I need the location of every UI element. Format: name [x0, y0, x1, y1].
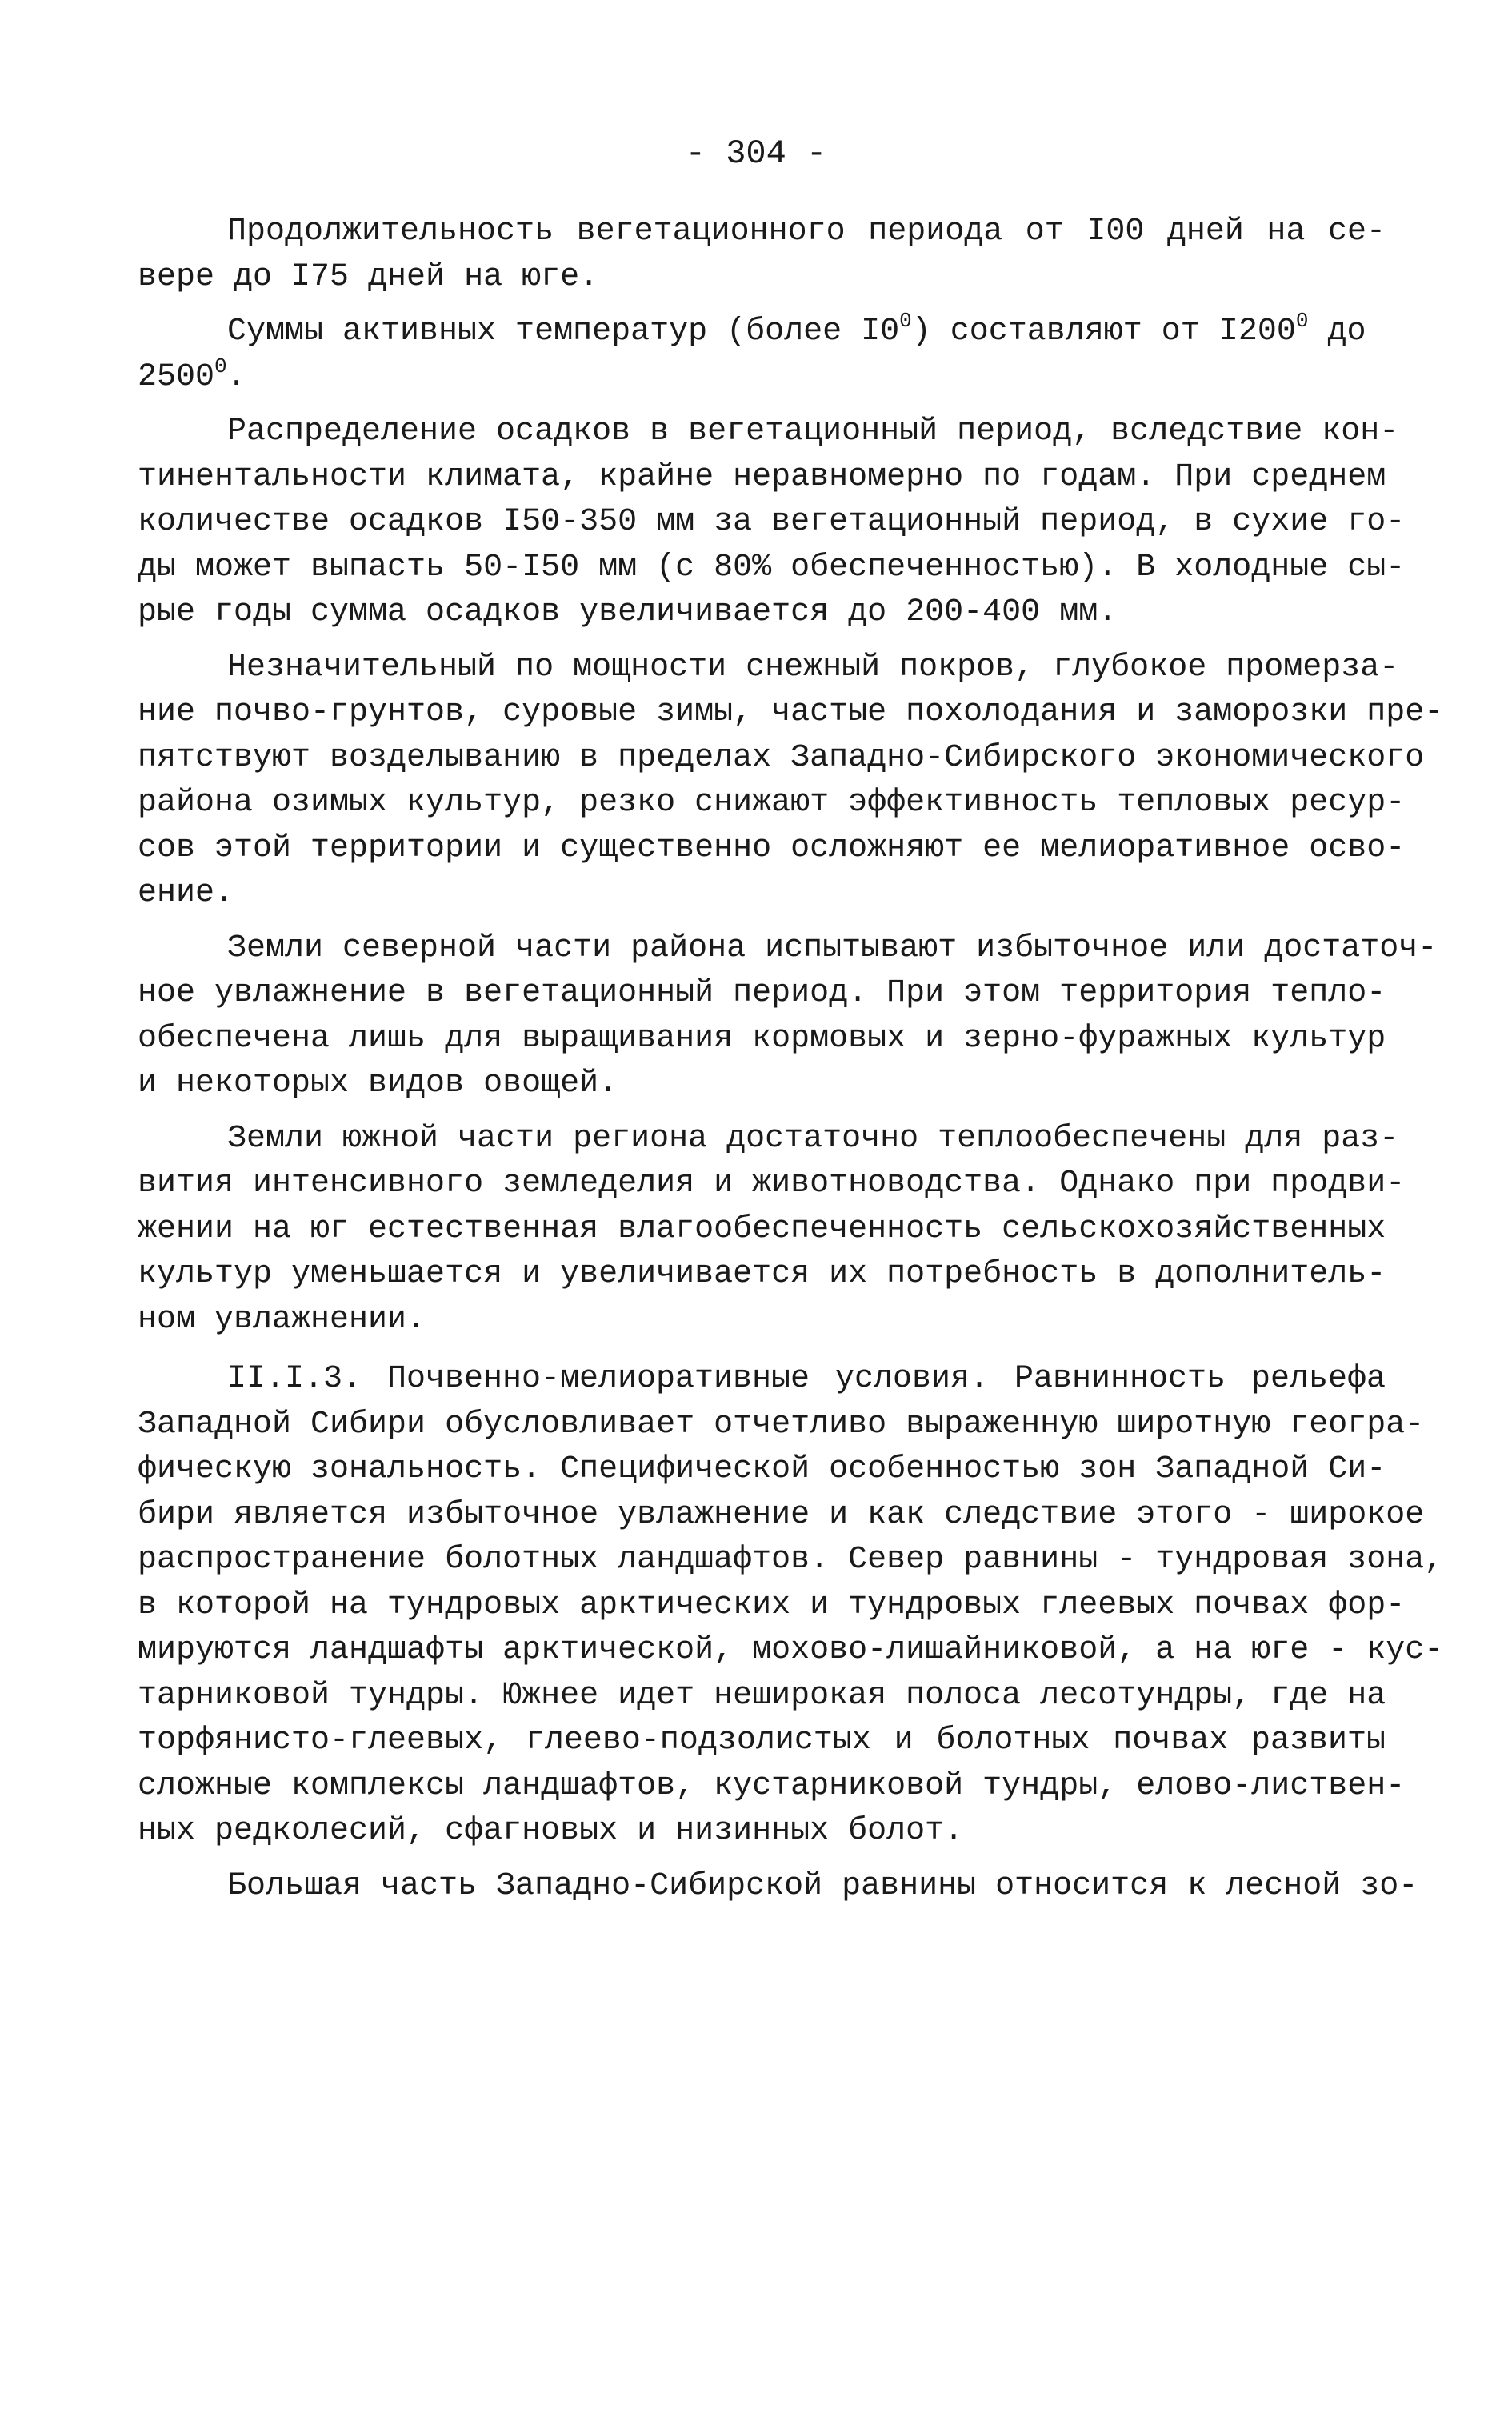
text-line: Распределение осадков в вегетационный период, вследствие кон- — [227, 414, 1399, 450]
text-line: пятствуют возделыванию в пределах Западно-Сибирского экономического — [138, 739, 1425, 776]
text-line: распространение болотных ландшафтов. Север равнины - тундровая зона, — [138, 1542, 1444, 1578]
text-line: сов этой территории и существенно осложняют ее мелиоративное осво- — [138, 830, 1406, 866]
text-line: Суммы активных температур (более $I0^0$) составляют от $I200^0$ до — [227, 309, 1366, 350]
text-line: количестве осадков I50-350 мм за вегетационный период, в сухие го- — [138, 504, 1406, 540]
text-line: ение. — [138, 875, 234, 911]
text-line: культур уменьшается и увеличивается их потребность в дополнитель- — [138, 1256, 1386, 1292]
body-text — [138, 210, 1444, 1909]
text-line: жении на юг естественная влагообеспеченность сельскохозяйственных — [138, 1211, 1386, 1247]
text-line: в которой на тундровых арктических и тундровых глеевых почвах фор- — [138, 1587, 1406, 1623]
text-line: обеспечена лишь для выращивания кормовых и зерно-фуражных культур — [138, 1020, 1386, 1057]
text-line: 2500$^0$. — [138, 354, 246, 395]
text-line: ное увлажнение в вегетационный период. При этом территория тепло- — [138, 975, 1386, 1011]
text-line: ние почво-грунтов, суровые зимы, частые похолодания и заморозки пре- — [138, 694, 1444, 730]
text-line: торфянисто-глеевых, глеево-подзолистых и болотных почвах развиты — [138, 1723, 1386, 1759]
text-line: Земли южной части региона достаточно теплообеспечены для раз- — [227, 1120, 1399, 1157]
text-line: Большая часть Западно-Сибирской равнины относится к лесной зо- — [227, 1867, 1418, 1904]
text-line: рые годы сумма осадков увеличивается до 200-400 мм. — [138, 594, 1118, 630]
text-line: тарниковой тундры. Южнее идет неширокая полоса лесотундры, где на — [138, 1677, 1386, 1714]
text-line: района озимых культур, резко снижают эффективность тепловых ресур- — [138, 785, 1406, 821]
text-line: Продолжительность вегетационного периода от I00 дней на се- — [227, 214, 1386, 250]
text-line: мируются ландшафты арктической, мохово-лишайниковой, а на юге - кус- — [138, 1632, 1444, 1668]
page-number: - 304 - — [685, 134, 827, 173]
text-line: Западной Сибири обусловливает отчетливо выраженную широтную геогра- — [138, 1406, 1425, 1443]
degree-superscript: 0 — [1295, 309, 1309, 333]
degree-superscript: 0 — [214, 354, 227, 378]
text-line: и некоторых видов овощей. — [138, 1066, 618, 1102]
text-line: ды может выпасть 50-I50 мм (с 80% обеспеченностью). В холодные сы- — [138, 549, 1406, 586]
text-line: бири является избыточное увлажнение и как следствие этого - широкое — [138, 1496, 1425, 1533]
text-line: II.I.3. Почвенно-мелиоративные условия. Равнинность рельефа — [227, 1361, 1386, 1397]
text-line: ных редколесий, сфагновых и низинных болот. — [138, 1813, 964, 1849]
text-line: тинентальности климата, крайне неравномерно по годам. При среднем — [138, 458, 1386, 495]
text-line: вития интенсивного земледелия и животноводства. Однако при продви- — [138, 1166, 1406, 1202]
text-line: ном увлажнении. — [138, 1301, 426, 1338]
text-line: Незначительный по мощности снежный покров, глубокое промерза- — [227, 649, 1399, 686]
degree-superscript: 0 — [899, 309, 912, 333]
text-line: вере до I75 дней на юге. — [138, 258, 599, 295]
text-line: сложные комплексы ландшафтов, кустарниковой тундры, елово-листвен- — [138, 1767, 1406, 1804]
text-line: фическую зональность. Специфической особенностью зон Западной Си- — [138, 1451, 1386, 1487]
text-line: Земли северной части района испытывают избыточное или достаточ- — [227, 930, 1438, 966]
